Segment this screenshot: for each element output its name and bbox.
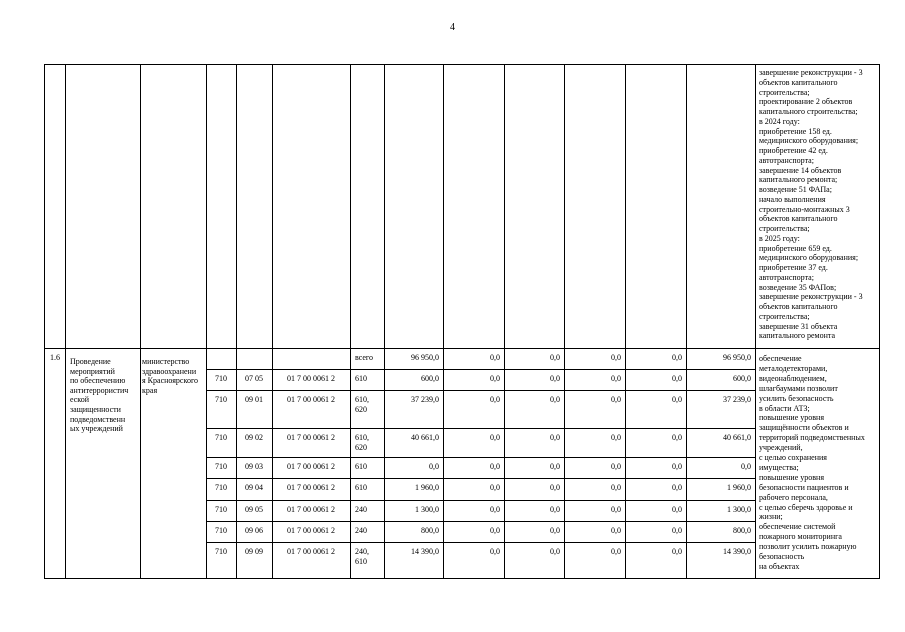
col-border [686, 65, 687, 578]
cell-grbs: 710 [215, 483, 227, 492]
cell-v5: 0,0 [672, 353, 682, 362]
title-line: мероприятий [70, 366, 115, 376]
cell-v2: 0,0 [490, 462, 500, 471]
cell-v2: 0,0 [490, 395, 500, 404]
col-border [272, 65, 273, 578]
note-line: строительства; [759, 311, 810, 321]
result-line: рабочего персонала, [759, 492, 828, 502]
cell-grbs: 710 [215, 547, 227, 556]
cell-v4: 0,0 [611, 462, 621, 471]
result-line: жизни; [759, 512, 783, 522]
result-line: на объектах [759, 561, 800, 571]
cell-v3: 0,0 [550, 547, 560, 556]
cell-grbs: 710 [215, 526, 227, 535]
result-line: обеспечение [759, 354, 802, 363]
result-line: безопасности пациентов и [759, 482, 849, 492]
cell-grbs: 710 [215, 505, 227, 514]
cell-v4: 0,0 [611, 547, 621, 556]
note-line: объектов капитального [759, 214, 838, 224]
cell-v4: 0,0 [611, 374, 621, 383]
cell-v1: 40 661,0 [411, 433, 439, 442]
cell-v1: 1 300,0 [415, 505, 439, 514]
cell-v1: 14 390,0 [411, 547, 439, 556]
col-border [350, 65, 351, 578]
cell-vr: 610 [355, 462, 367, 471]
note-line: в 2024 году: [759, 116, 800, 126]
cell-v3: 0,0 [550, 374, 560, 383]
row-border [206, 478, 756, 479]
note-line: капитального ремонта [759, 331, 836, 341]
cell-v4: 0,0 [611, 505, 621, 514]
cell-vr: 610, 620 [355, 395, 369, 414]
col-border [504, 65, 505, 578]
row-border [206, 390, 756, 391]
result-line: обеспечение системой [759, 522, 836, 532]
row-border [206, 521, 756, 522]
cell-total: 600,0 [733, 374, 751, 383]
note-line: капитального строительства; [759, 107, 858, 116]
cell-v5: 0,0 [672, 483, 682, 492]
col-border [140, 65, 141, 578]
cell-csr: 01 7 00 0061 2 [287, 395, 335, 404]
col-border [625, 65, 626, 578]
title-line: антитеррористич [70, 385, 129, 395]
cell-v5: 0,0 [672, 374, 682, 383]
executor-line: министерство [142, 357, 190, 366]
cell-v3: 0,0 [550, 526, 560, 535]
cell-v5: 0,0 [672, 462, 682, 471]
cell-v5: 0,0 [672, 505, 682, 514]
cell-vr: 610 [355, 374, 367, 383]
result-line: видеонаблюдением, [759, 373, 827, 383]
cell-v2: 0,0 [490, 433, 500, 442]
cell-vr: 610 [355, 483, 367, 492]
cell-vr: всего [355, 353, 374, 362]
row-number: 1.6 [50, 353, 60, 362]
col-border [384, 65, 385, 578]
cell-total: 0,0 [741, 462, 751, 471]
cell-vr: 240, 610 [355, 547, 369, 566]
cell-v2: 0,0 [490, 505, 500, 514]
note-line: автотранспорта; [759, 272, 814, 282]
note-line: медицинского оборудования; [759, 136, 859, 146]
result-line: повышение уровня [759, 413, 824, 423]
note-line: автотранспорта; [759, 155, 814, 165]
note-line: приобретение 42 ед. [759, 146, 828, 155]
cell-v2: 0,0 [490, 374, 500, 383]
result-line: защищённости объектов и [759, 423, 849, 433]
title-line: ых учреждений [70, 424, 123, 434]
cell-rzpr: 09 01 [245, 395, 263, 404]
row-border [206, 542, 756, 543]
cell-csr: 01 7 00 0061 2 [287, 547, 335, 556]
note-line: строительно-монтажных 3 [759, 204, 850, 214]
row-border [206, 500, 756, 501]
result-line: имущества; [759, 462, 799, 472]
cell-rzpr: 09 02 [245, 433, 263, 442]
cell-grbs: 710 [215, 395, 227, 404]
cell-v5: 0,0 [672, 433, 682, 442]
cell-csr: 01 7 00 0061 2 [287, 505, 335, 514]
col-border [236, 65, 237, 578]
cell-csr: 01 7 00 0061 2 [287, 374, 335, 383]
note-line: медицинского оборудования; [759, 253, 859, 263]
cell-v4: 0,0 [611, 353, 621, 362]
cell-v1: 37 239,0 [411, 395, 439, 404]
note-line: объектов капитального [759, 302, 838, 311]
title-line: защищенности [70, 405, 121, 414]
row-border [45, 348, 879, 349]
note-line: в 2025 году: [759, 233, 800, 243]
note-line: завершение реконструкции - 3 [759, 292, 863, 302]
page-number: 4 [450, 22, 455, 33]
executor-line: края [142, 385, 158, 395]
cell-v5: 0,0 [672, 547, 682, 556]
cell-csr: 01 7 00 0061 2 [287, 483, 335, 492]
result-line: шлагбаумами позволит [759, 383, 838, 393]
cell-total: 37 239,0 [723, 395, 751, 404]
cell-v1: 800,0 [421, 526, 439, 535]
result-line: с целью сохранения [759, 453, 827, 462]
row-border [206, 369, 756, 370]
cell-grbs: 710 [215, 433, 227, 442]
title-line: Проведение [70, 357, 111, 366]
cell-v1: 0,0 [429, 462, 439, 471]
cell-v4: 0,0 [611, 483, 621, 492]
title-line: по обеспечению [70, 376, 126, 386]
cell-vr: 240 [355, 505, 367, 514]
note-line: завершение реконструкции - 3 [759, 68, 863, 77]
note-line: приобретение 37 ед. [759, 263, 828, 272]
cell-grbs: 710 [215, 374, 227, 383]
col-border [65, 65, 66, 578]
cell-total: 1 300,0 [727, 505, 751, 514]
note-line: завершение 14 объектов [759, 165, 842, 175]
result-line: позволит усилить пожарную [759, 542, 857, 552]
cell-rzpr: 07 05 [245, 374, 263, 383]
row-border [206, 457, 756, 458]
cell-total: 96 950,0 [723, 353, 751, 362]
cell-rzpr: 09 06 [245, 526, 263, 535]
note-line: приобретение 659 ед. [759, 243, 832, 253]
cell-rzpr: 09 03 [245, 462, 263, 471]
cell-v3: 0,0 [550, 433, 560, 442]
cell-total: 1 960,0 [727, 483, 751, 492]
cell-total: 40 661,0 [723, 433, 751, 442]
note-line: завершение 31 объекта [759, 321, 838, 331]
note-line: капитального ремонта; [759, 175, 838, 185]
cell-v3: 0,0 [550, 353, 560, 362]
col-border [206, 65, 207, 578]
col-border [755, 65, 756, 578]
note-line: объектов капитального [759, 77, 838, 87]
cell-v4: 0,0 [611, 433, 621, 442]
note-line: приобретение 158 ед. [759, 126, 832, 136]
result-line: учреждений, [759, 443, 803, 453]
cell-v3: 0,0 [550, 462, 560, 471]
cell-v2: 0,0 [490, 483, 500, 492]
cell-v2: 0,0 [490, 353, 500, 362]
result-line: с целью сберечь здоровье и [759, 502, 853, 512]
cell-csr: 01 7 00 0061 2 [287, 433, 335, 442]
cell-v4: 0,0 [611, 395, 621, 404]
cell-rzpr: 09 04 [245, 483, 263, 492]
cell-v3: 0,0 [550, 395, 560, 404]
cell-vr: 610, 620 [355, 433, 369, 452]
result-line: металодетекторами, [759, 363, 828, 373]
cell-csr: 01 7 00 0061 2 [287, 462, 335, 471]
title-line: еской [70, 395, 90, 405]
cell-v1: 1 960,0 [415, 483, 439, 492]
cell-grbs: 710 [215, 462, 227, 471]
result-line: территорий подведомственных [759, 433, 865, 443]
cell-rzpr: 09 05 [245, 505, 263, 514]
col-border [564, 65, 565, 578]
title-line: подведомственн [70, 414, 126, 424]
budget-table [44, 64, 880, 579]
note-line: строительства; [759, 224, 810, 233]
note-line: возведение 35 ФАПов; [759, 282, 837, 292]
cell-v3: 0,0 [550, 483, 560, 492]
cell-rzpr: 09 09 [245, 547, 263, 556]
note-line: начало выполнения [759, 194, 826, 204]
cell-v5: 0,0 [672, 395, 682, 404]
cell-total: 14 390,0 [723, 547, 751, 556]
cell-v2: 0,0 [490, 547, 500, 556]
result-line: усилить безопасность [759, 393, 834, 403]
cell-csr: 01 7 00 0061 2 [287, 526, 335, 535]
cell-vr: 240 [355, 526, 367, 535]
note-line: проектирование 2 объектов [759, 97, 853, 107]
result-line: повышение уровня [759, 472, 824, 482]
cell-total: 800,0 [733, 526, 751, 535]
result-line: пожарного мониторинга [759, 532, 842, 542]
cell-v3: 0,0 [550, 505, 560, 514]
cell-v2: 0,0 [490, 526, 500, 535]
result-line: в области АТЗ; [759, 403, 810, 413]
note-line: возведение 51 ФАПа; [759, 185, 832, 194]
col-border [443, 65, 444, 578]
row-border [206, 428, 756, 429]
cell-v4: 0,0 [611, 526, 621, 535]
executor-line: здравоохранени [142, 366, 197, 376]
executor-line: я Красноярского [142, 376, 199, 386]
cell-v5: 0,0 [672, 526, 682, 535]
cell-v1: 600,0 [421, 374, 439, 383]
cell-v1: 96 950,0 [411, 353, 439, 362]
note-line: строительства; [759, 87, 810, 97]
result-line: безопасность [759, 552, 805, 561]
